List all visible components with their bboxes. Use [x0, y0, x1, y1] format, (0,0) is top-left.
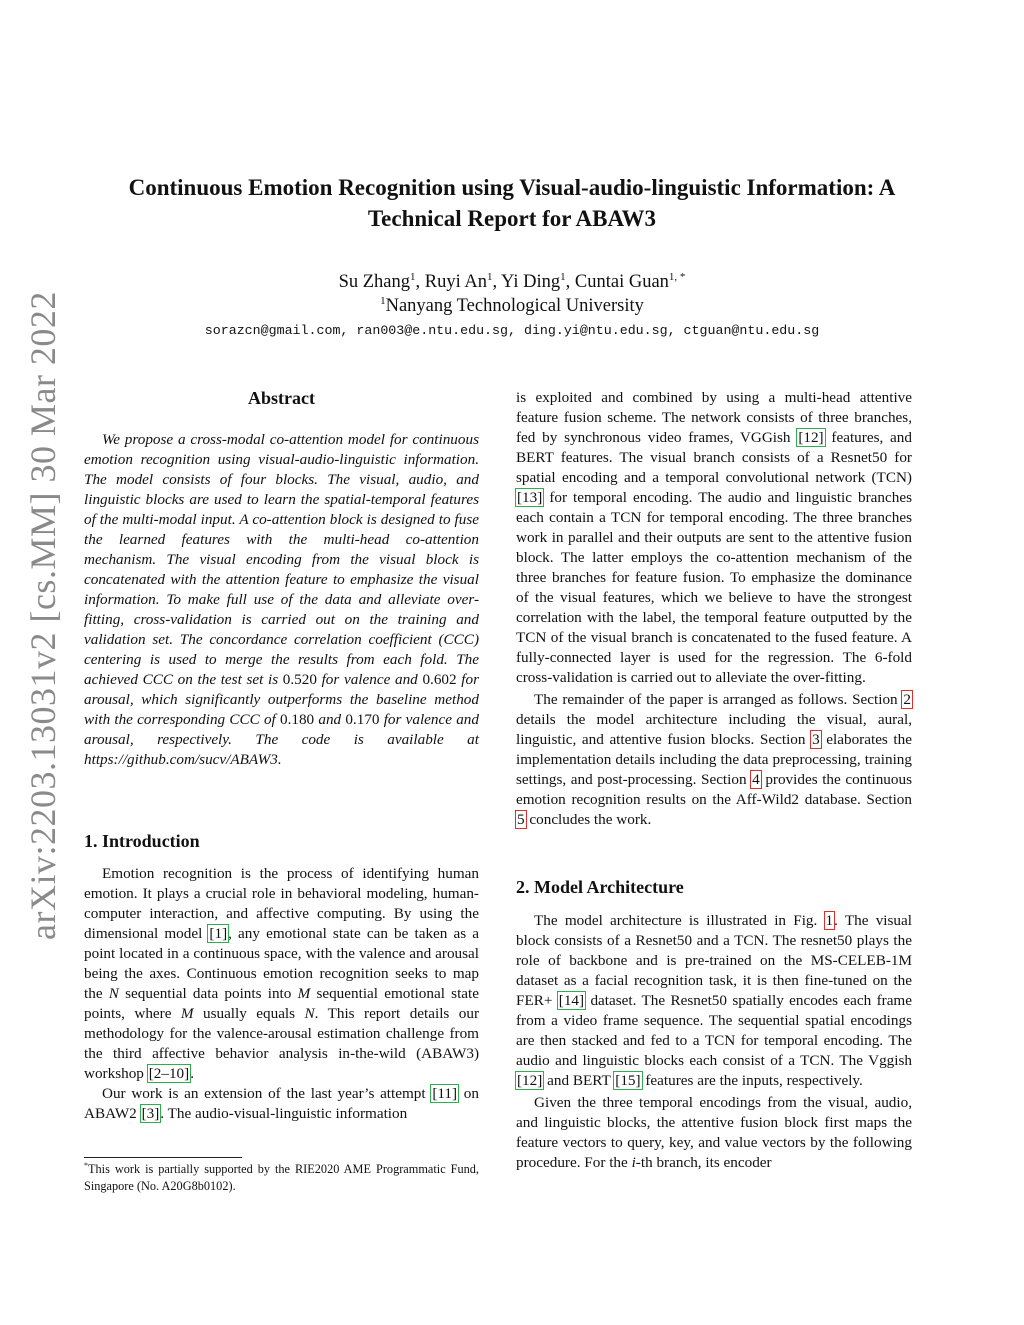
- section-link[interactable]: 4: [752, 771, 760, 788]
- citation-link[interactable]: [2–10]: [148, 1065, 190, 1082]
- paragraph: Given the three temporal encodings from the visual, audio, and linguistic blocks, the attentive fusion block first maps the feature vectors to query, key, and value vectors by the following procedure. For the i-th branch, its encoder: [516, 1094, 912, 1171]
- footnote-divider: [84, 1157, 242, 1158]
- paragraph: Our work is an extension of the last year’s attempt [11] on ABAW2 [3]. The audio-visual-linguistic information: [84, 1085, 479, 1122]
- right-column-intro-continued: [516, 388, 912, 832]
- footnote: *This work is partially supported by the RIE2020 AME Programmatic Fund, Singapore (No. A20G8b0102).: [84, 1161, 479, 1193]
- paragraph: The model architecture is illustrated in Fig. 1. The visual block consists of a Resnet50 and a TCN. The resnet50 plays the role of backbone and is pre-trained on the MS-CELEB-1M dataset as a facial recognition task, it is then fine-tuned on the FER+ [14] dataset. The Resnet50 spatially encodes each frame from a video frame sequence. The sequential spatial encodings are then stacked and fed to a TCN for temporal encoding. The audio and linguistic blocks each consist of a TCN. The Vggish [12] and BERT [15] features are the inputs, respectively.: [516, 912, 912, 1089]
- author: Cuntai Guan$^{1, *}$: [574, 271, 686, 292]
- section-link[interactable]: 3: [812, 731, 820, 748]
- introduction-body: [84, 864, 479, 1124]
- section-link[interactable]: 2: [903, 691, 911, 708]
- figure-link[interactable]: 1: [825, 912, 834, 929]
- author-list: [160, 270, 864, 294]
- author-emails: sorazcn@gmail.com, ran003@e.ntu.edu.sg, ding.yi@ntu.edu.sg, ctguan@ntu.edu.sg: [204, 323, 820, 338]
- arxiv-identifier: arXiv:2203.13031v2 [cs.MM] 30 Mar 2022: [23, 291, 63, 940]
- author: Ruyi An$^1$,: [424, 271, 502, 292]
- citation-link[interactable]: [15]: [615, 1072, 641, 1089]
- citation-link[interactable]: [12]: [798, 429, 824, 446]
- section-heading-model-architecture: 2. Model Architecture: [516, 877, 684, 897]
- author: Yi Ding$^1$,: [501, 271, 575, 292]
- affiliation: $^1$Nanyang Technological University: [380, 295, 644, 316]
- citation-link[interactable]: [12]: [517, 1072, 543, 1089]
- paragraph: Emotion recognition is the process of identifying human emotion. It plays a crucial role in behavioral modeling, human-computer interaction, and affective computing. By using the dimensional model [1], any emotional state can be taken as a point located in a continuous space, with the valence and arousal being the axes. Continuous emotion recognition seeks to map the N sequential data points into M sequential emotional state points, where M usually equals N. This report details our methodology for the valence-arousal estimation challenge from the third affective behavior analysis in-the-wild (ABAW3) workshop [2–10].: [84, 865, 480, 1082]
- citation-link[interactable]: [1]: [209, 925, 228, 942]
- citation-link[interactable]: [14]: [558, 992, 585, 1009]
- model-architecture-body: [516, 911, 912, 1175]
- citation-link[interactable]: [13]: [517, 489, 543, 506]
- paragraph: The remainder of the paper is arranged as follows. Section 2 details the model architecture including the visual, aural, linguistic, and attentive fusion blocks. Section 3 elaborates the implementation details including the data preprocessing, training settings, and post-processing. Section 4 provides the continuous emotion recognition results on the Aff-Wild2 database. Section 5 concludes the work.: [516, 691, 912, 828]
- abstract-text: We propose a cross-modal co-attention model for continuous emotion recognition using visual-audio-linguistic information. The model consists of four blocks. The visual, audio, and linguistic blocks are used to learn the spatial-temporal features of the multi-modal input. A co-attention block is designed to fuse the learned features with the multi-head co-attention mechanism. The visual encoding from the visual block is concatenated with the attention feature to emphasize the visual information. To make full use of the data and alleviate over-fitting, cross-validation is carried out on the training and validation set. The concordance correlation coefficient (CCC) centering is used to merge the results from each fold. The achieved CCC on the test set is 0.520 for valence and 0.602 for arousal, which significantly outperforms the baseline method with the corresponding CCC of 0.180 and 0.170 for valence and arousal, respectively. The code is available at https://github.com/sucv/ABAW3.: [84, 431, 479, 768]
- paper-title: Continuous Emotion Recognition using Visual-audio-linguistic Information: A Technical Report for ABAW3: [128, 175, 896, 231]
- author: Su Zhang$^1$,: [338, 271, 425, 292]
- citation-link[interactable]: [11]: [432, 1085, 458, 1102]
- citation-link[interactable]: [3]: [141, 1105, 160, 1122]
- abstract-heading: Abstract: [248, 388, 315, 408]
- section-link[interactable]: 5: [517, 811, 525, 828]
- section-heading-introduction: 1. Introduction: [84, 831, 200, 851]
- paragraph: is exploited and combined by using a multi-head attentive feature fusion scheme. The network consists of three branches, fed by synchronous video frames, VGGish [12] features, and BERT features. The visual branch consists of a Resnet50 for spatial encoding and a temporal convolutional network (TCN) [13] for temporal encoding. The audio and linguistic branches each contain a TCN for temporal encoding. The three branches work in parallel and their outputs are sent to the attentive fusion block. The latter employs the co-attention mechanism of the three branches for feature fusion. To emphasize the dominance of the visual features, which we believe to have the strongest correlation with the label, the temporal feature outputted by the TCN of the visual branch is concatenated to the fused feature. A fully-connected layer is used for the regression. The 6-fold cross-validation is carried out to alleviate the over-fitting.: [516, 389, 912, 686]
